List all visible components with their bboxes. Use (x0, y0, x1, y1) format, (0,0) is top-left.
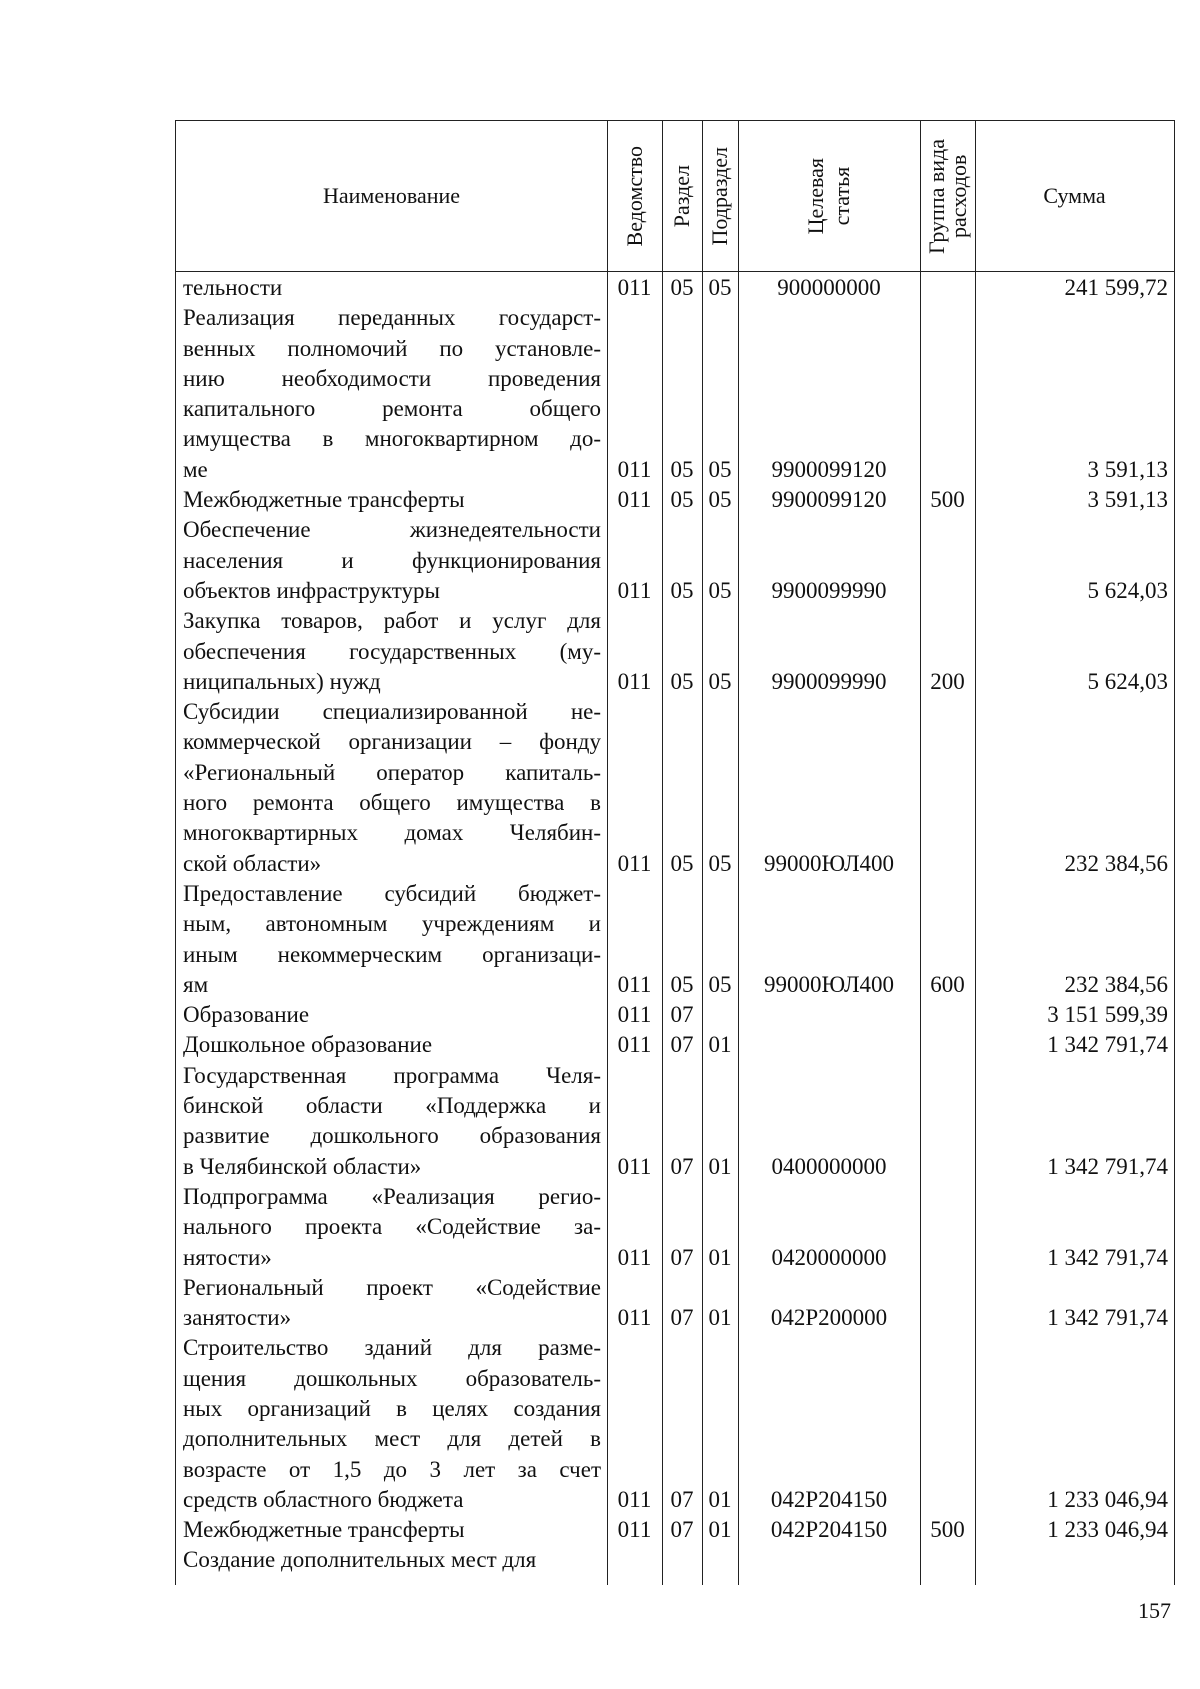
row-summa: 1 233 046,94 (1047, 1517, 1168, 1543)
row-celevaya-statya: 042P204150 (770, 1486, 888, 1512)
row-podrazdel: 01 (708, 1244, 732, 1270)
header-divider (176, 271, 1174, 272)
row-celevaya-statya: 99000ЮЛ400 (763, 971, 895, 997)
row-name: Закупка товаров, работ и услуг для обеспечения государственных (му- ниципальных) нужд (183, 608, 601, 694)
table-row (176, 606, 1174, 697)
row-vedomstvo: 011 (617, 1486, 652, 1512)
row-razdel: 05 (670, 577, 694, 603)
row-name: Создание дополнительных мест для (183, 1547, 537, 1573)
header-name: Наименование (322, 183, 461, 208)
row-vedomstvo: 011 (617, 850, 652, 876)
row-gruppa (920, 1030, 975, 1060)
row-podrazdel: 05 (708, 668, 732, 694)
row-name: Предоставление субсидий бюджет- ным, автономным учреждениям и иным некоммерческим организаци- ям (183, 880, 601, 997)
row-podrazdel: 01 (708, 1305, 732, 1331)
row-vedomstvo: 011 (617, 487, 652, 513)
row-name: Межбюджетные трансферты (183, 1517, 465, 1543)
table-row (176, 485, 1174, 515)
row-razdel: 07 (670, 1517, 694, 1543)
row-gruppa (920, 1333, 975, 1515)
row-celevaya-statya: 0420000000 (771, 1244, 887, 1270)
row-summa: 5 624,03 (1087, 668, 1168, 694)
row-razdel (662, 1545, 702, 1575)
row-summa: 3 151 599,39 (1047, 1002, 1168, 1028)
row-vedomstvo: 011 (617, 275, 652, 300)
row-vedomstvo: 011 (617, 577, 652, 603)
row-gruppa (920, 273, 975, 303)
row-vedomstvo: 011 (617, 1244, 652, 1270)
row-razdel: 07 (670, 1486, 694, 1512)
table-row (176, 515, 1174, 606)
row-celevaya-statya: 99000ЮЛ400 (763, 850, 895, 876)
row-razdel: 07 (670, 1305, 694, 1331)
row-summa: 5 624,03 (1087, 577, 1168, 603)
row-name: тельности (183, 275, 283, 300)
row-vedomstvo: 011 (617, 456, 652, 482)
row-gruppa (920, 697, 975, 879)
table-row (176, 1061, 1174, 1182)
table-row (176, 303, 1174, 485)
row-celevaya-statya (738, 1030, 920, 1060)
header-summa: Сумма (1043, 183, 1106, 208)
row-podrazdel: 01 (708, 1517, 732, 1543)
row-summa: 1 342 791,74 (1047, 1032, 1168, 1058)
row-razdel: 07 (670, 1244, 694, 1270)
row-celevaya-statya: 9900099120 (771, 456, 887, 482)
header-gruppa-vida-rashodov: Группа вида расходов (923, 138, 971, 254)
table-row (176, 1030, 1174, 1060)
row-summa: 1 342 791,74 (1047, 1153, 1168, 1179)
row-gruppa: 500 (930, 487, 965, 513)
row-gruppa: 200 (930, 668, 965, 694)
row-celevaya-statya: 0400000000 (771, 1153, 887, 1179)
row-summa: 232 384,56 (1064, 850, 1168, 876)
row-razdel: 07 (670, 1002, 694, 1028)
header-celevaya-statya: Целевая статья (803, 157, 854, 235)
row-razdel: 05 (670, 456, 694, 482)
row-summa: 241 599,72 (1064, 275, 1168, 300)
row-razdel: 05 (670, 487, 694, 513)
row-celevaya-statya (738, 1000, 920, 1030)
header-vedomstvo: Ведомство (621, 145, 647, 247)
row-name: Государственная программа Челя- бинской области «Поддержка и развитие дошкольного образования в Челябинской области» (183, 1062, 601, 1179)
header-razdel: Раздел (669, 164, 694, 228)
page-number: 157 (1138, 1598, 1171, 1623)
row-summa: 1 342 791,74 (1047, 1305, 1168, 1331)
table-row (176, 879, 1174, 1000)
row-razdel: 05 (670, 275, 694, 300)
row-podrazdel: 01 (708, 1486, 732, 1512)
row-podrazdel: 05 (708, 577, 732, 603)
row-summa (975, 1545, 1174, 1575)
row-name: Образование (183, 1002, 310, 1028)
table-row (176, 1545, 1174, 1575)
table-row (176, 697, 1174, 879)
row-celevaya-statya: 9900099120 (771, 487, 887, 513)
table-row (176, 1333, 1174, 1515)
row-vedomstvo (607, 1545, 662, 1575)
row-gruppa (920, 1273, 975, 1334)
row-name: Субсидии специализированной не- коммерческой организации – фонду «Региональный оператор капиталь- ного ремонта общего имущества в многоквартирных домах Челябин- ской области» (183, 699, 601, 876)
row-celevaya-statya (738, 1545, 920, 1575)
row-razdel: 05 (670, 971, 694, 997)
row-gruppa (920, 1061, 975, 1182)
row-vedomstvo: 011 (617, 668, 652, 694)
budget-table (175, 120, 1175, 1585)
row-vedomstvo: 011 (617, 1032, 652, 1058)
header-podrazdel: Подраздел (707, 146, 732, 246)
row-summa: 1 233 046,94 (1047, 1486, 1168, 1512)
row-gruppa (920, 303, 975, 485)
row-celevaya-statya: 900000000 (777, 275, 881, 300)
row-name: Обеспечение жизнедеятельности населения и функционирования объектов инфраструктуры (183, 517, 601, 603)
row-name: Межбюджетные трансферты (183, 487, 465, 513)
row-celevaya-statya: 9900099990 (771, 577, 887, 603)
row-celevaya-statya: 042P200000 (770, 1305, 888, 1331)
row-razdel: 07 (670, 1032, 694, 1058)
row-name: Дошкольное образование (183, 1032, 433, 1058)
row-celevaya-statya: 042P204150 (770, 1517, 888, 1543)
row-gruppa (920, 515, 975, 606)
row-gruppa (920, 1000, 975, 1030)
table-row (176, 273, 1174, 303)
row-gruppa: 600 (930, 971, 965, 997)
row-razdel: 05 (670, 850, 694, 876)
row-podrazdel: 01 (708, 1153, 732, 1179)
row-summa: 3 591,13 (1087, 487, 1168, 513)
row-vedomstvo: 011 (617, 1305, 652, 1331)
row-gruppa (920, 1545, 975, 1575)
row-vedomstvo: 011 (617, 971, 652, 997)
table-body (176, 273, 1174, 1576)
table-row (176, 1000, 1174, 1030)
row-name: Строительство зданий для разме- щения дошкольных образователь- ных организаций в целях создания дополнительных мест для детей в возрасте от 1,5 до 3 лет за счет средств областного бюджета (183, 1335, 601, 1512)
row-summa: 1 342 791,74 (1047, 1244, 1168, 1270)
table-row (176, 1182, 1174, 1273)
row-gruppa (920, 1182, 975, 1273)
row-vedomstvo: 011 (617, 1002, 652, 1028)
table-row (176, 1273, 1174, 1334)
row-vedomstvo: 011 (617, 1153, 652, 1179)
row-gruppa: 500 (930, 1517, 965, 1543)
row-name: Региональный проект «Содействие занятости» (183, 1274, 601, 1331)
row-podrazdel: 05 (708, 456, 732, 482)
row-podrazdel (702, 1545, 738, 1575)
row-name: Реализация переданных государст- венных полномочий по установле- нию необходимости проведения капитального ремонта общего имущества в многоквартирном до- ме (183, 305, 601, 482)
row-summa: 3 591,13 (1087, 456, 1168, 482)
row-summa: 232 384,56 (1064, 971, 1168, 997)
row-razdel: 07 (670, 1153, 694, 1179)
row-podrazdel: 05 (708, 275, 732, 300)
row-podrazdel: 01 (708, 1032, 732, 1058)
row-celevaya-statya: 9900099990 (771, 668, 887, 694)
row-podrazdel: 05 (708, 971, 732, 997)
row-podrazdel: 05 (708, 487, 732, 513)
row-vedomstvo: 011 (617, 1517, 652, 1543)
row-name: Подпрограмма «Реализация регио- нального проекта «Содействие за- нятости» (183, 1183, 601, 1270)
row-podrazdel: 05 (708, 850, 732, 876)
row-razdel: 05 (670, 668, 694, 694)
row-podrazdel (702, 1000, 738, 1030)
table-row (176, 1515, 1174, 1545)
